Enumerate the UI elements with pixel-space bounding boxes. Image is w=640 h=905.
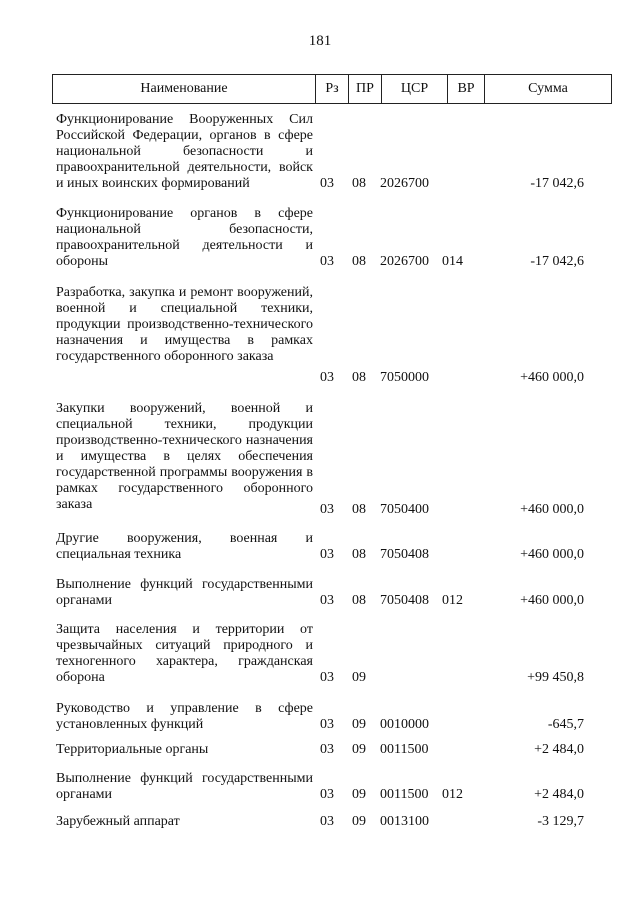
row-csr: 2026700 [380, 254, 429, 269]
row-rz: 03 [320, 670, 334, 685]
row-name: Функционирование органов в сфере национальной безопасности, правоохранительной деятельности и обороны [56, 206, 313, 269]
table-header [52, 74, 612, 104]
row-sum: +460 000,0 [520, 593, 584, 608]
row-rz: 03 [320, 547, 334, 562]
row-sum: -645,7 [547, 717, 584, 732]
row-vr: 014 [442, 254, 463, 269]
row-rz: 03 [320, 254, 334, 269]
page-number: 181 [308, 33, 332, 49]
column-header-vr: ВР [448, 75, 485, 103]
row-pr: 08 [352, 254, 366, 269]
row-rz: 03 [320, 742, 334, 757]
column-header-name: Наименование [53, 75, 316, 103]
row-pr: 08 [352, 593, 366, 608]
row-csr: 7050408 [380, 593, 429, 608]
row-rz: 03 [320, 502, 334, 517]
row-pr: 09 [352, 787, 366, 802]
row-name: Функционирование Вооруженных Сил Российской Федерации, органов в сфере национальной безопасности и правоохранительной деятельности, войск и иных воинских формирований [56, 112, 313, 191]
row-pr: 08 [352, 176, 366, 191]
row-sum: +460 000,0 [520, 370, 584, 385]
row-rz: 03 [320, 717, 334, 732]
row-name: Территориальные органы [56, 742, 209, 757]
table-row [52, 701, 612, 733]
row-name: Зарубежный аппарат [56, 814, 180, 829]
row-sum: -3 129,7 [537, 814, 584, 829]
table-row [52, 771, 612, 803]
row-pr: 08 [352, 547, 366, 562]
table-row [52, 742, 612, 758]
row-pr: 09 [352, 717, 366, 732]
row-vr: 012 [442, 593, 463, 608]
table-row [52, 285, 612, 386]
row-name: Другие вооружения, военная и специальная техника [56, 531, 313, 562]
row-csr: 7050400 [380, 502, 429, 517]
row-pr: 09 [352, 670, 366, 685]
row-pr: 08 [352, 502, 366, 517]
row-csr: 0010000 [380, 717, 429, 732]
table-row [52, 401, 612, 518]
row-csr: 0011500 [380, 787, 429, 802]
column-header-sum: Сумма [528, 81, 568, 96]
column-header-csr: ЦСР [382, 75, 448, 103]
row-sum: -17 042,6 [530, 176, 584, 191]
table-row [52, 531, 612, 563]
row-rz: 03 [320, 176, 334, 191]
row-rz: 03 [320, 370, 334, 385]
row-csr: 0013100 [380, 814, 429, 829]
row-pr: 08 [352, 370, 366, 385]
row-pr: 09 [352, 814, 366, 829]
table-row [52, 814, 612, 830]
row-sum: +2 484,0 [534, 787, 584, 802]
row-pr: 09 [352, 742, 366, 757]
row-csr: 7050000 [380, 370, 429, 385]
table-row [52, 577, 612, 609]
table-row [52, 112, 612, 192]
row-csr: 2026700 [380, 176, 429, 191]
row-name: Руководство и управление в сфере установленных функций [56, 701, 313, 732]
row-sum: +2 484,0 [534, 742, 584, 757]
row-rz: 03 [320, 814, 334, 829]
row-name: Закупки вооружений, военной и специальной техники, продукции производственно-технического назначения и имущества в целях обеспечения государственной программы вооружения в рамках государственного оборонного заказа [56, 401, 313, 512]
row-name: Выполнение функций государственными органами [56, 577, 313, 608]
row-rz: 03 [320, 787, 334, 802]
row-name: Разработка, закупка и ремонт вооружений, военной и специальной техники, продукции производственно-технического назначения и имущества в рамках государственного оборонного заказа [56, 285, 313, 364]
table-row [52, 622, 612, 686]
row-sum: +99 450,8 [527, 670, 584, 685]
row-csr: 0011500 [380, 742, 429, 757]
column-header-rz: Рз [316, 75, 349, 103]
row-sum: +460 000,0 [520, 502, 584, 517]
column-header-pr: ПР [349, 75, 382, 103]
row-name: Выполнение функций государственными органами [56, 771, 313, 802]
row-sum: -17 042,6 [530, 254, 584, 269]
row-sum: +460 000,0 [520, 547, 584, 562]
table-row [52, 206, 612, 270]
row-rz: 03 [320, 593, 334, 608]
row-vr: 012 [442, 787, 463, 802]
row-name: Защита населения и территории от чрезвычайных ситуаций природного и техногенного характера, гражданская оборона [56, 622, 313, 685]
row-csr: 7050408 [380, 547, 429, 562]
